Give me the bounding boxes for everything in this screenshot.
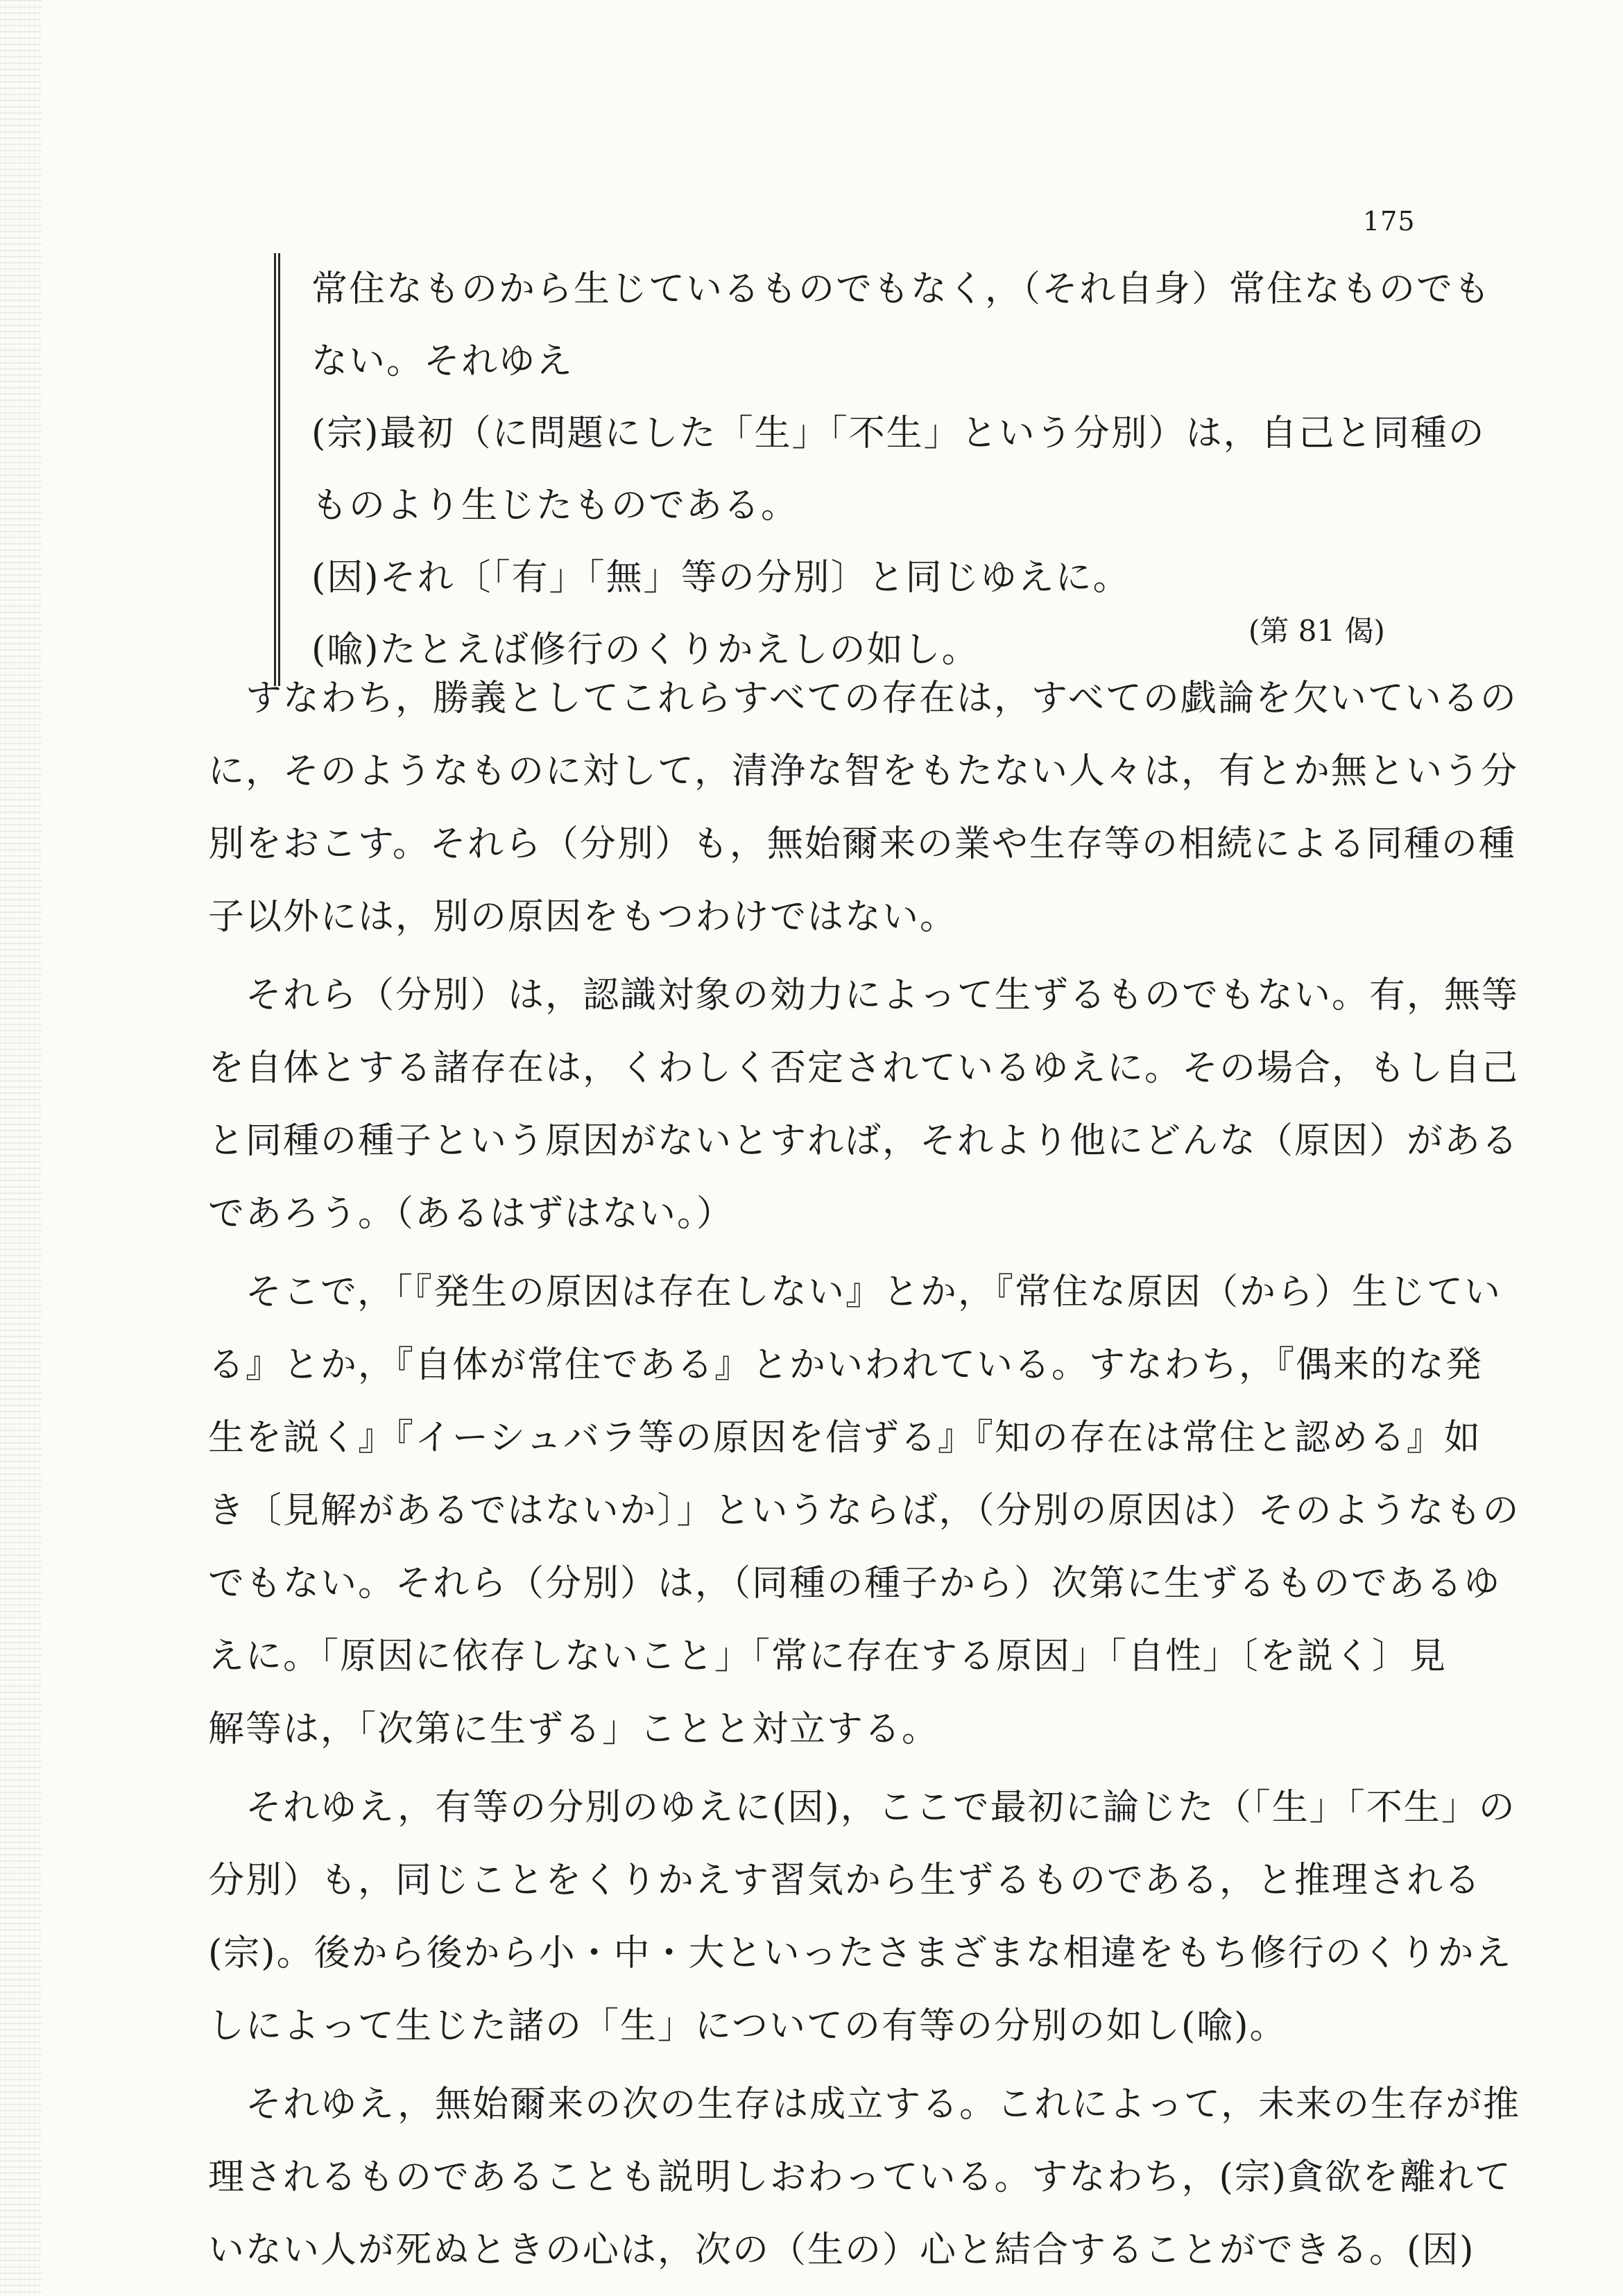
verse-line: (喩)たとえば修行のくりかえしの如し。 <box>311 629 979 671</box>
verse-line: 常住なものから生じているものでもなく，（それ自身）常住なものでも <box>311 268 1491 310</box>
text-line: を自体とする諸存在は，くわしく否定されているゆえに。その場合，もし自己 <box>208 1047 1520 1089</box>
text-line: に，そのようなものに対して，清浄な智をもたない人々は，有とか無という分 <box>208 751 1518 792</box>
text-line: る』とか，『自体が常住である』とかいわれている。すなわち，『偶来的な発 <box>208 1344 1484 1386</box>
paragraph-gap <box>208 954 1450 959</box>
text-line: き〔見解があるではないか〕」というならば，（分別の原因は）そのようなもの <box>208 1490 1520 1532</box>
body-text <box>208 662 1521 2287</box>
paragraph <box>208 1256 1520 1766</box>
verse-line: ものより生じたものである。 <box>311 485 799 526</box>
verse-line: ない。それゆえ <box>311 341 574 382</box>
paragraph-gap <box>208 1251 1450 1256</box>
text-line: そこで，「『発生の原因は存在しない』とか，『常住な原因（から）生じてい <box>208 1271 1502 1313</box>
text-line: でもない。それら（分別）は，（同種の種子から）次第に生ずるものであるゆ <box>208 1563 1502 1604</box>
paragraph <box>208 959 1520 1251</box>
text-line: 生を説く』『イーシュバラ等の原因を信ずる』『知の存在は常住と認める』如 <box>208 1417 1482 1459</box>
text-line: であろう。（あるはずはない。） <box>208 1193 735 1235</box>
text-line: 分別）も，同じことをくりかえす習気から生ずるものである，と推理される <box>208 1860 1482 1901</box>
verse-line: (因)それ〔「有」「無」等の分別〕と同じゆえに。 <box>311 557 1131 599</box>
verse-line: (宗)最初（に問題にした「生」「不生」という分別）は，自己と同種の <box>311 413 1486 454</box>
text-line: しによって生じた諸の「生」についての有等の分別の如し(喩)。 <box>208 2005 1287 2047</box>
paragraph-gap <box>208 2063 1450 2068</box>
page-number: 175 <box>1363 206 1416 237</box>
text-line: 別をおこす。それら（分別）も，無始爾来の業や生存等の相続による同種の種 <box>208 823 1516 865</box>
text-line: いない人が死ぬときの心は，次の（生の）心と結合することができる。(因) <box>208 2229 1475 2271</box>
text-line: それゆえ，有等の分別のゆえに(因)，ここで最初に論じた（「生」「不生」の <box>208 1787 1516 1828</box>
text-line: 解等は，「次第に生ずる」ことと対立する。 <box>208 1708 940 1750</box>
text-line: えに。「原因に依存しないこと」「常に存在する原因」「自性」〔を説く〕見 <box>208 1636 1448 1677</box>
scan-edge-noise <box>0 0 42 2296</box>
paragraph <box>208 662 1518 954</box>
text-line: それら（分別）は，認識対象の効力によって生ずるものでもない。有，無等 <box>208 975 1520 1016</box>
paragraph <box>208 1772 1516 2063</box>
paragraph <box>208 2068 1521 2287</box>
paragraph-gap <box>208 1766 1450 1772</box>
text-line: それゆえ，無始爾来の次の生存は成立する。これによって，未来の生存が推 <box>208 2084 1521 2125</box>
text-line: と同種の種子という原因がないとすれば，それより他にどんな（原因）がある <box>208 1120 1520 1162</box>
text-line: 子以外には，別の原因をもつわけではない。 <box>208 896 958 938</box>
text-line: 理されるものであることも説明しおわっている。すなわち，(宗)貪欲を離れて <box>208 2157 1513 2198</box>
verse-citation: (第 81 偈) <box>1248 614 1385 648</box>
text-line: (宗)。後から後から小・中・大といったさまざまな相違をもち修行のくりかえ <box>208 1933 1513 1974</box>
text-line: すなわち，勝義としてこれらすべての存在は，すべての戯論を欠いているの <box>208 678 1518 719</box>
